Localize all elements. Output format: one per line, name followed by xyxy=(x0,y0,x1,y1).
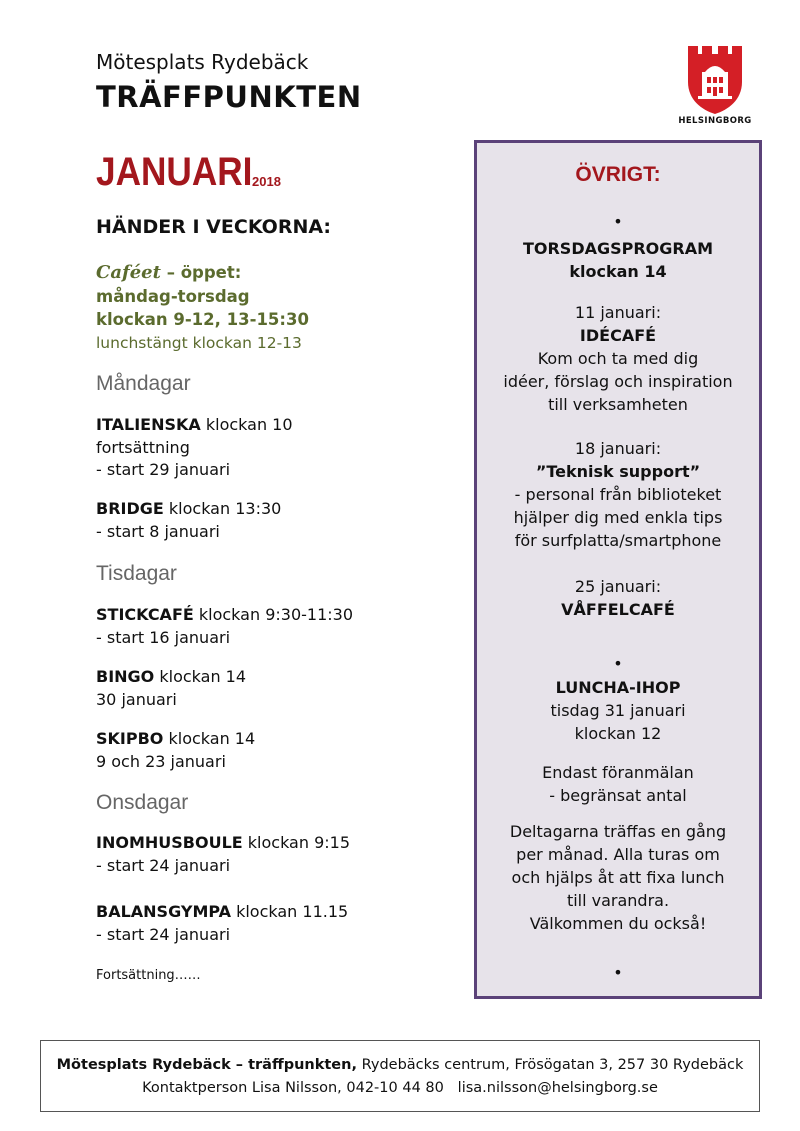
day-heading-monday: Måndagar xyxy=(96,372,191,395)
activity-detail: - start 24 januari xyxy=(96,924,231,944)
teknisk-line: hjälper dig med enkla tips xyxy=(513,508,723,527)
month-name: JANUARI xyxy=(96,150,253,194)
month-heading xyxy=(96,150,274,195)
activity-item xyxy=(96,604,353,649)
bullet-icon: • xyxy=(613,963,623,982)
day-heading-tuesday: Tisdagar xyxy=(96,562,177,585)
cafe-title: Caféet xyxy=(96,262,161,283)
ovrigt-heading: ÖVRIGT: xyxy=(575,163,661,186)
footer-address: Rydebäcks centrum, Frösögatan 3, 257 30 Rydebäck xyxy=(356,1057,744,1073)
footer-contact-box xyxy=(40,1040,760,1112)
cafe-lunch: lunchstängt klockan 12-13 xyxy=(96,333,302,352)
header-subtitle: Mötesplats Rydebäck xyxy=(96,50,309,74)
anmalan-block xyxy=(477,761,759,807)
info-line: Deltagarna träffas en gång xyxy=(509,822,727,841)
activity-detail: 30 januari xyxy=(96,689,177,709)
month-year: 2018 xyxy=(252,174,281,189)
activity-name: BRIDGE xyxy=(96,499,164,518)
anmalan-line: Endast föranmälan xyxy=(542,763,694,782)
info-line: Välkommen du också! xyxy=(529,914,707,933)
activity-detail: 9 och 23 januari xyxy=(96,751,226,771)
activity-time: klockan 11.15 xyxy=(231,902,349,921)
crest-icon xyxy=(680,42,750,114)
activity-item xyxy=(96,728,255,773)
activity-detail: - start 29 januari xyxy=(96,460,231,479)
luncha-date: tisdag 31 januari xyxy=(550,701,686,720)
vaffel-block xyxy=(477,575,759,621)
activity-item xyxy=(96,414,293,482)
vaffel-title: VÅFFELCAFÉ xyxy=(561,600,675,619)
info-line: och hjälps åt att fixa lunch xyxy=(511,868,725,887)
activity-name: BINGO xyxy=(96,667,155,686)
activity-time: klockan 9:15 xyxy=(242,833,351,852)
idecafe-line: idéer, förslag och inspiration xyxy=(503,372,733,391)
torsdag-title: TORSDAGSPROGRAM xyxy=(522,239,714,258)
activity-name: BALANSGYMPA xyxy=(96,902,231,921)
activity-time: klockan 14 xyxy=(154,667,247,686)
page-title: TRÄFFPUNKTEN xyxy=(96,80,362,114)
helsingborg-logo xyxy=(680,42,750,132)
cafe-hours: klockan 9-12, 13-15:30 xyxy=(96,310,309,329)
ovrigt-box xyxy=(474,140,762,999)
activity-name: STICKCAFÉ xyxy=(96,605,194,624)
activity-time: klockan 13:30 xyxy=(163,499,282,518)
info-block xyxy=(477,820,759,935)
idecafe-line: Kom och ta med dig xyxy=(537,349,699,368)
day-heading-wednesday: Onsdagar xyxy=(96,791,189,814)
idecafe-line: till verksamheten xyxy=(548,395,688,414)
activity-item xyxy=(96,832,350,877)
activity-time: klockan 9:30-11:30 xyxy=(193,605,354,624)
activity-time: klockan 14 xyxy=(163,729,256,748)
teknisk-block xyxy=(477,437,759,552)
section-heading: HÄNDER I VECKORNA: xyxy=(96,216,332,238)
continuation-text: Fortsättning…… xyxy=(96,968,201,983)
activity-item xyxy=(96,901,348,946)
activity-item xyxy=(96,666,246,711)
luncha-time: klockan 12 xyxy=(574,724,662,743)
activity-name: INOMHUSBOULE xyxy=(96,833,243,852)
vaffel-date: 25 januari: xyxy=(574,577,662,596)
teknisk-date: 18 januari: xyxy=(574,439,662,458)
anmalan-line: - begränsat antal xyxy=(549,786,687,805)
activity-name: SKIPBO xyxy=(96,729,164,748)
activity-time: klockan 10 xyxy=(200,415,293,434)
idecafe-title: IDÉCAFÉ xyxy=(579,326,657,345)
cafe-title-suffix: – öppet: xyxy=(160,263,242,282)
logo-text: HELSINGBORG xyxy=(678,116,752,126)
torsdag-time: klockan 14 xyxy=(569,262,667,281)
activity-detail: - start 16 januari xyxy=(96,627,231,647)
footer-name: Mötesplats Rydebäck – träffpunkten, xyxy=(56,1057,357,1073)
luncha-title: LUNCHA-IHOP xyxy=(555,678,681,697)
activity-item xyxy=(96,498,281,543)
luncha-block xyxy=(477,676,759,745)
idecafe-date: 11 januari: xyxy=(574,303,662,322)
activity-detail: - start 24 januari xyxy=(96,855,231,875)
teknisk-line: för surfplatta/smartphone xyxy=(514,531,722,550)
info-line: till varandra. xyxy=(566,891,670,910)
activity-detail: - start 8 januari xyxy=(96,521,220,541)
activity-name: ITALIENSKA xyxy=(96,415,201,434)
activity-detail: fortsättning xyxy=(96,437,190,457)
idecafe-block xyxy=(477,301,759,416)
info-line: per månad. Alla turas om xyxy=(516,845,720,864)
torsdag-program xyxy=(477,237,759,283)
teknisk-line: - personal från biblioteket xyxy=(514,485,722,504)
bullet-icon: • xyxy=(613,212,623,231)
bullet-icon: • xyxy=(613,654,623,673)
cafe-info xyxy=(96,261,309,355)
cafe-days: måndag-torsdag xyxy=(96,286,250,306)
footer-contact: Kontaktperson Lisa Nilsson, 042-10 44 80 lisa.nilsson@helsingborg.se xyxy=(142,1080,658,1096)
teknisk-title: ”Teknisk support” xyxy=(535,462,701,481)
